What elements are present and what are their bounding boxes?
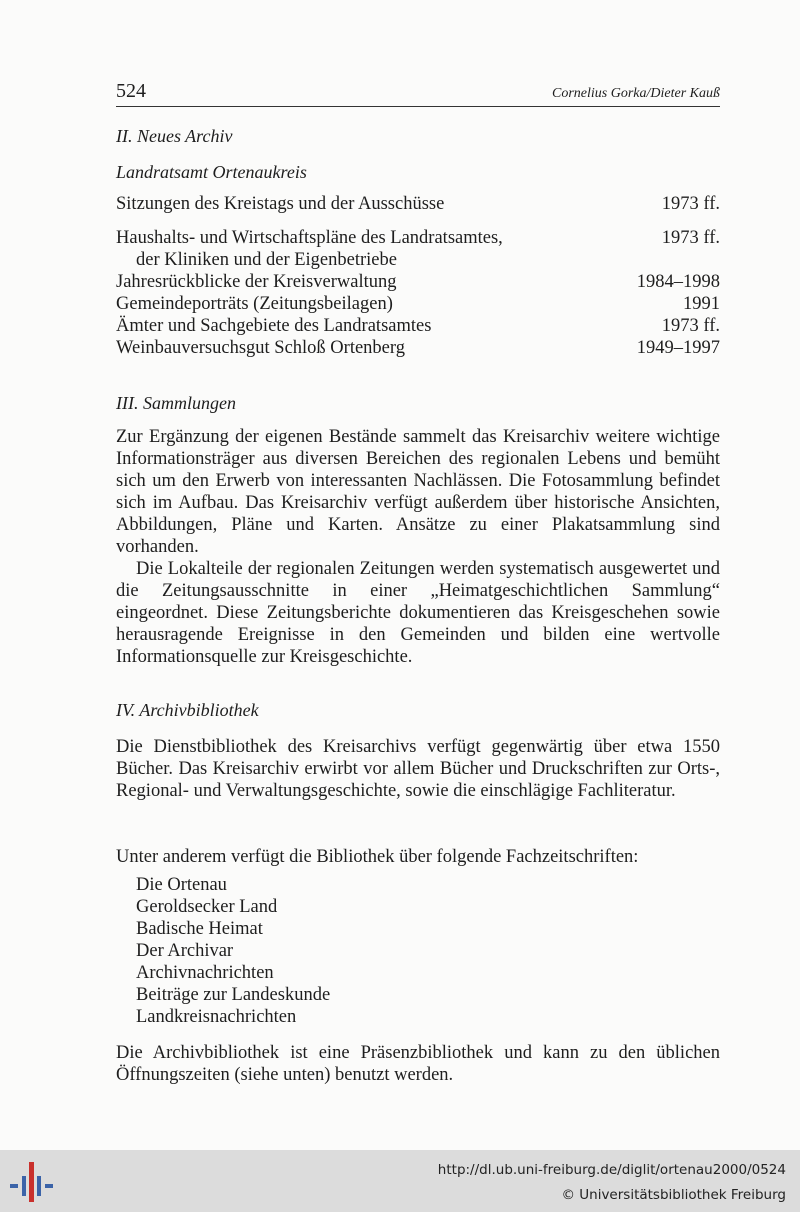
entry-label: Haushalts- und Wirtschaftspläne des Landratsamtes, [116,228,503,248]
periodicals-list [136,874,330,1028]
archive-entry [116,272,720,295]
section-heading-archivbibliothek: IV. Archivbibliothek [116,700,259,720]
list-item: Geroldsecker Land [136,897,278,917]
archive-entry [116,228,720,251]
entry-label: Ämter und Sachgebiete des Landratsamtes [116,316,432,336]
section-heading-sammlungen: III. Sammlungen [116,393,236,413]
entry-years: 1984–1998 [636,272,720,292]
running-head: Cornelius Gorka/Dieter Kauß [552,86,720,101]
entry-years: 1949–1997 [636,338,720,358]
permalink-link[interactable]: http://dl.ub.uni-freiburg.de/diglit/ortenau2000/0524 [437,1162,786,1178]
periodicals-intro: Unter anderem verfügt die Bibliothek über folgende Fachzeitschriften: [116,847,639,867]
entry-years: 1973 ff. [661,194,720,214]
entry-continuation: der Kliniken und der Eigenbetriebe [136,250,397,270]
subheading-landratsamt: Landratsamt Ortenaukreis [116,162,307,182]
library-logo-icon [10,1162,54,1202]
entry-label: Weinbauversuchsgut Schloß Ortenberg [116,338,405,358]
section-heading-neues-archiv: II. Neues Archiv [116,126,233,146]
entry-label: Sitzungen des Kreistags und der Ausschüsse [116,194,445,214]
entry-label: Gemeindeporträts (Zeitungsbeilagen) [116,294,393,314]
list-item: Die Ortenau [136,875,227,895]
entry-label: Jahresrückblicke der Kreisverwaltung [116,272,397,292]
page-header [116,80,720,107]
entry-years: 1973 ff. [661,228,720,248]
list-item: Der Archivar [136,941,234,961]
paragraph-closing: Die Archivbibliothek ist eine Präsenzbibliothek und kann zu den üblichen Öffnungszeiten (siehe unten) benutzt werden. [116,1043,720,1085]
archive-entry [116,316,720,339]
entry-years: 1973 ff. [661,316,720,336]
list-item: Archivnachrichten [136,963,274,983]
archive-entry [116,294,720,317]
library-footer [0,1150,800,1212]
paragraph-archivbibliothek: Die Dienstbibliothek des Kreisarchivs verfügt gegenwärtig über etwa 1550 Bücher. Das Kreisarchiv erwirbt vor allem Bücher und Druckschriften zur Orts-, Regional- und Verwaltungsgeschichte, sowie die einschlägige Fachliteratur. [116,737,720,801]
archive-entry [116,338,720,361]
page-number: 524 [116,80,146,102]
list-item: Badische Heimat [136,919,263,939]
copyright-notice: © Universitätsbibliothek Freiburg [561,1187,786,1203]
paragraph-sammlungen-1: Zur Ergänzung der eigenen Bestände sammelt das Kreisarchiv weitere wichtige Informationsträger aus diversen Bereichen des regionalen Lebens und bemüht sich um den Erwerb von interessanten Nachlässen. Die Fotosammlung befindet sich im Aufbau. Das Kreisarchiv verfügt außerdem über historische Ansichten, Abbildungen, Pläne und Karten. Ansätze zu einer Plakatsammlung sind vorhanden. [116,427,720,557]
archive-entry [116,194,720,217]
paragraph-sammlungen-2: Die Lokalteile der regionalen Zeitungen werden systematisch ausgewertet und die Zeitungsausschnitte in einer „Heimatgeschichtlichen Sammlung“ eingeordnet. Diese Zeitungsberichte dokumentieren das Kreisgeschehen sowie herausragende Ereignisse in den Gemeinden und bilden eine wertvolle Informationsquelle zur Kreisgeschichte. [116,559,720,667]
entry-years: 1991 [683,294,720,314]
list-item: Landkreisnachrichten [136,1007,297,1027]
list-item: Beiträge zur Landeskunde [136,985,331,1005]
